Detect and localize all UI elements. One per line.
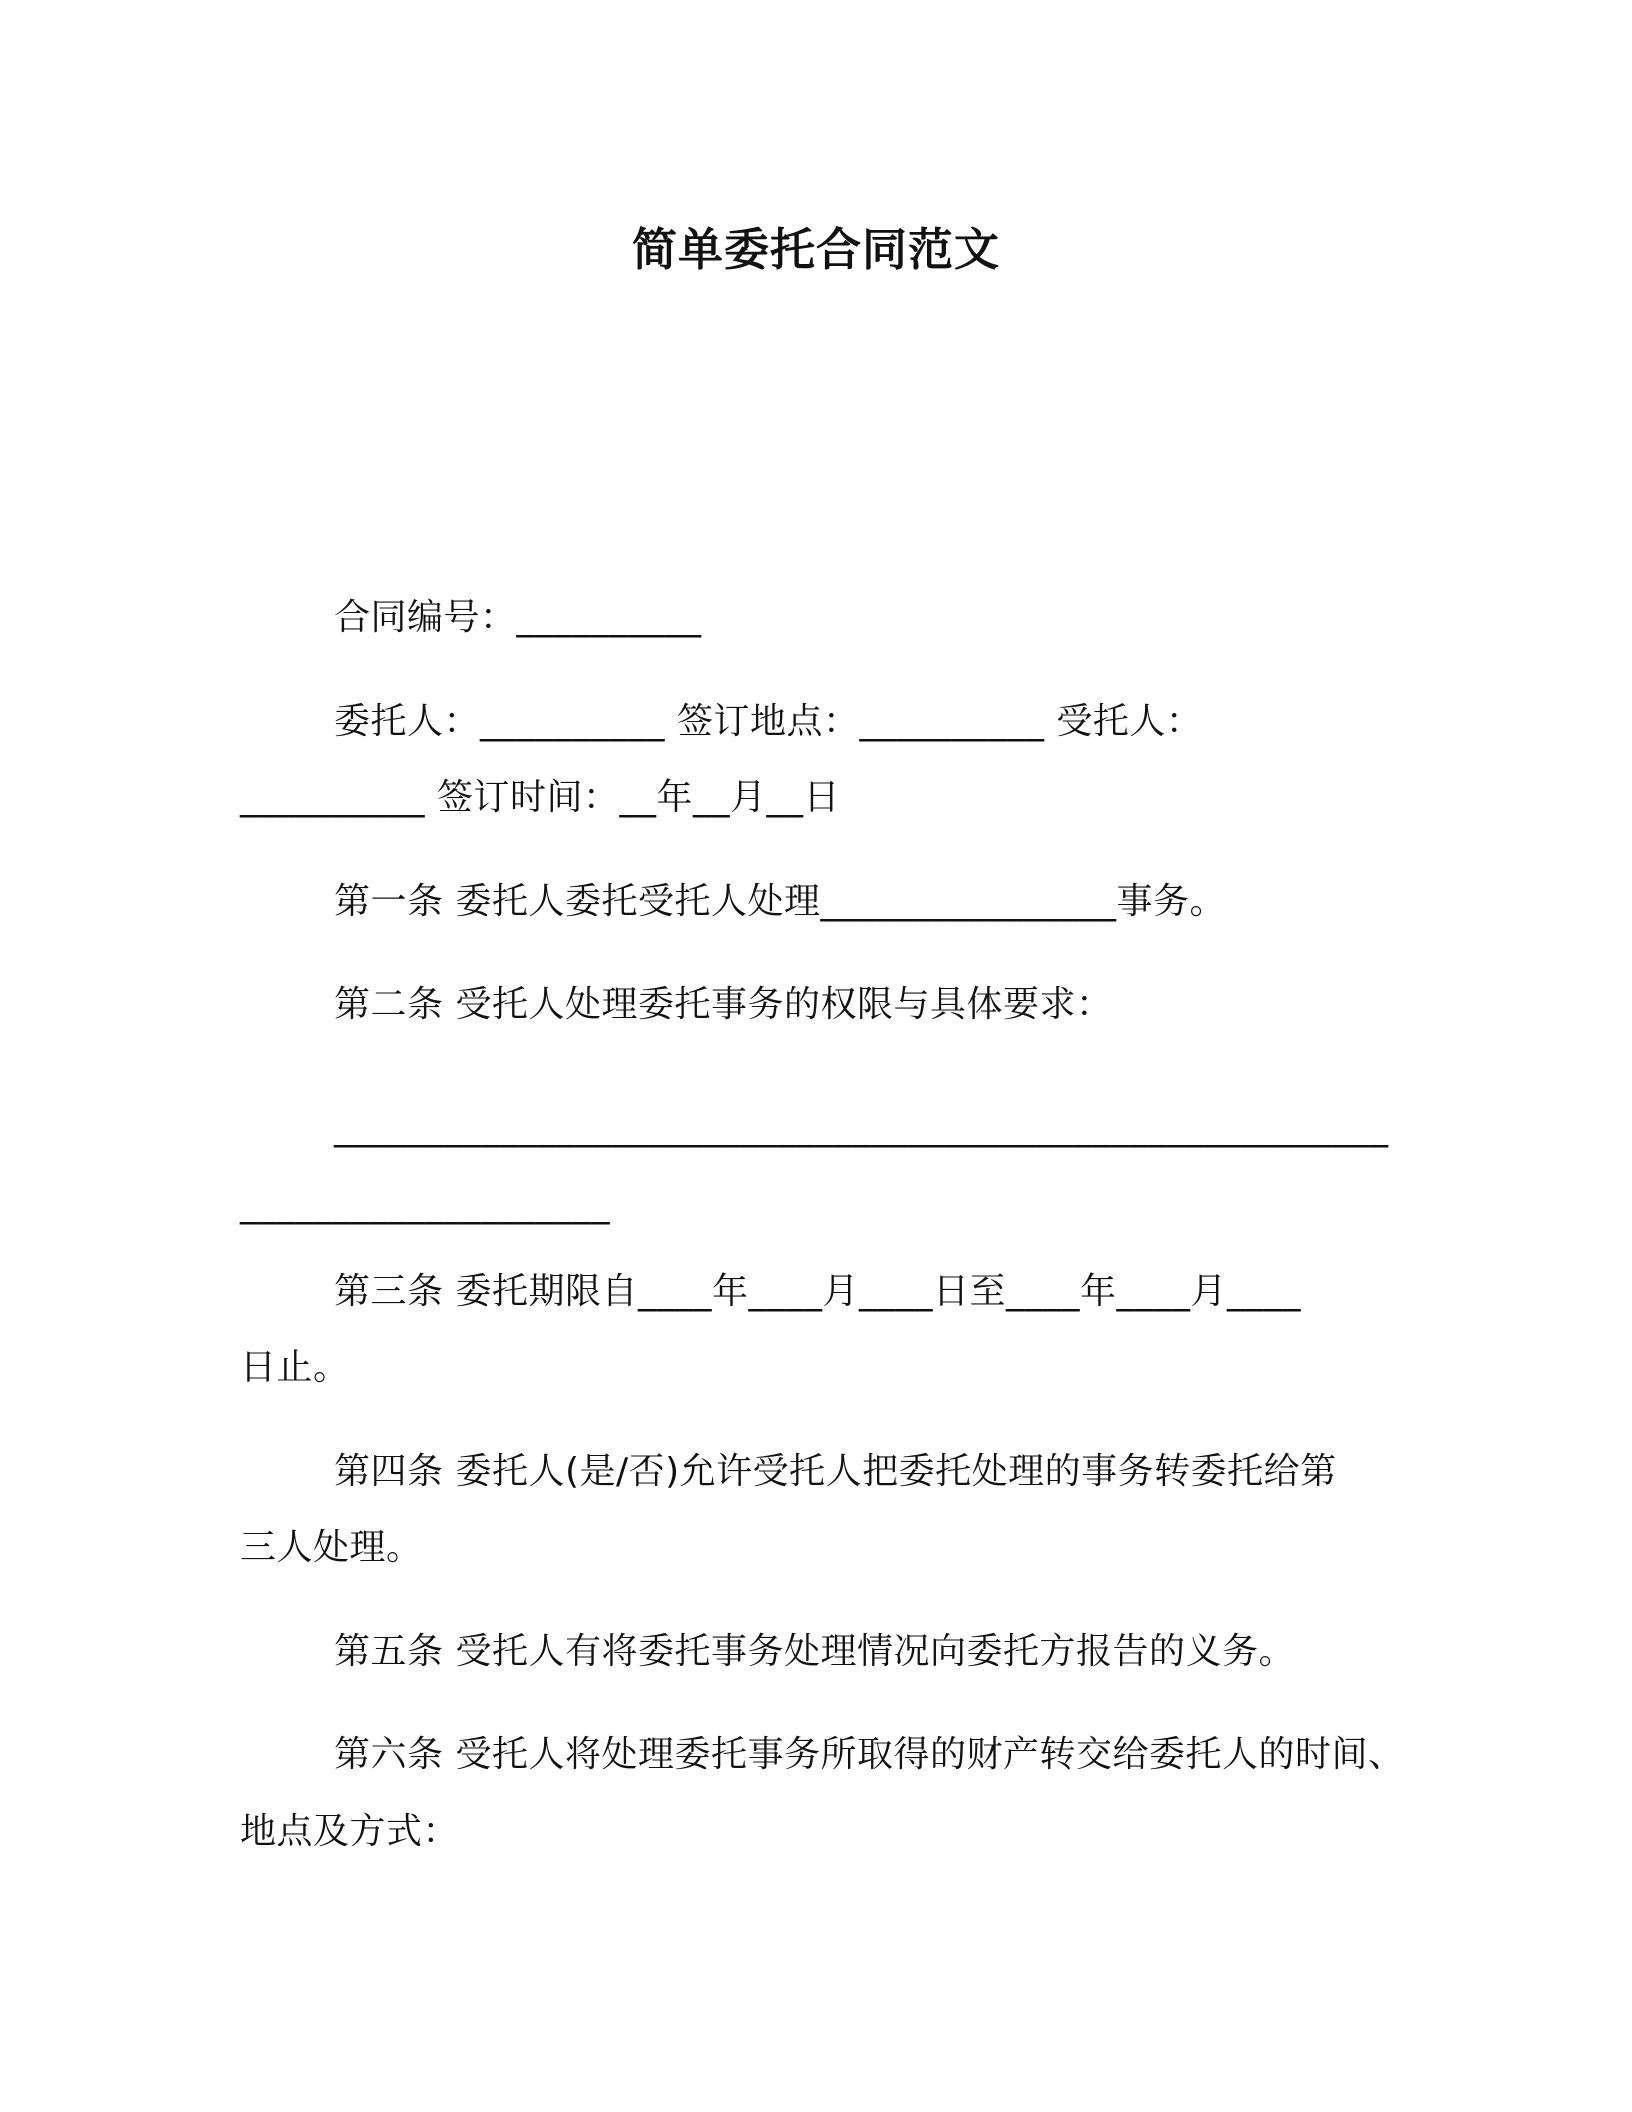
signing-time-line: __________ 签订时间：__年__月__日: [240, 777, 840, 818]
article-5: 第五条 受托人有将委托事务处理情况向委托方报告的义务。: [334, 1631, 1295, 1672]
article-4: 第四条 委托人(是/否)允许受托人把委托处理的事务转委托给第: [334, 1451, 1337, 1492]
article-3-continued: 日止。: [240, 1347, 350, 1388]
parties-line: 委托人：__________ 签订地点：__________ 受托人：: [334, 701, 1203, 742]
article-6-continued: 地点及方式：: [240, 1811, 460, 1852]
article-4-continued: 三人处理。: [240, 1527, 423, 1568]
article-2: 第二条 受托人处理委托事务的权限与具体要求：: [334, 984, 1113, 1025]
article-1: 第一条 委托人委托受托人处理________________事务。: [334, 881, 1226, 922]
article-3: 第三条 委托期限自____年____月____日至____年____月____: [334, 1271, 1301, 1312]
document-title: 简单委托合同范文: [631, 223, 1000, 276]
article-6: 第六条 受托人将处理委托事务所取得的财产转交给委托人的时间、: [334, 1734, 1405, 1775]
article-2-blank-1: _________________________________________________________: [334, 1107, 1389, 1148]
contract-number-line: 合同编号：__________: [334, 597, 702, 638]
article-2-blank-2: ____________________: [240, 1184, 610, 1225]
